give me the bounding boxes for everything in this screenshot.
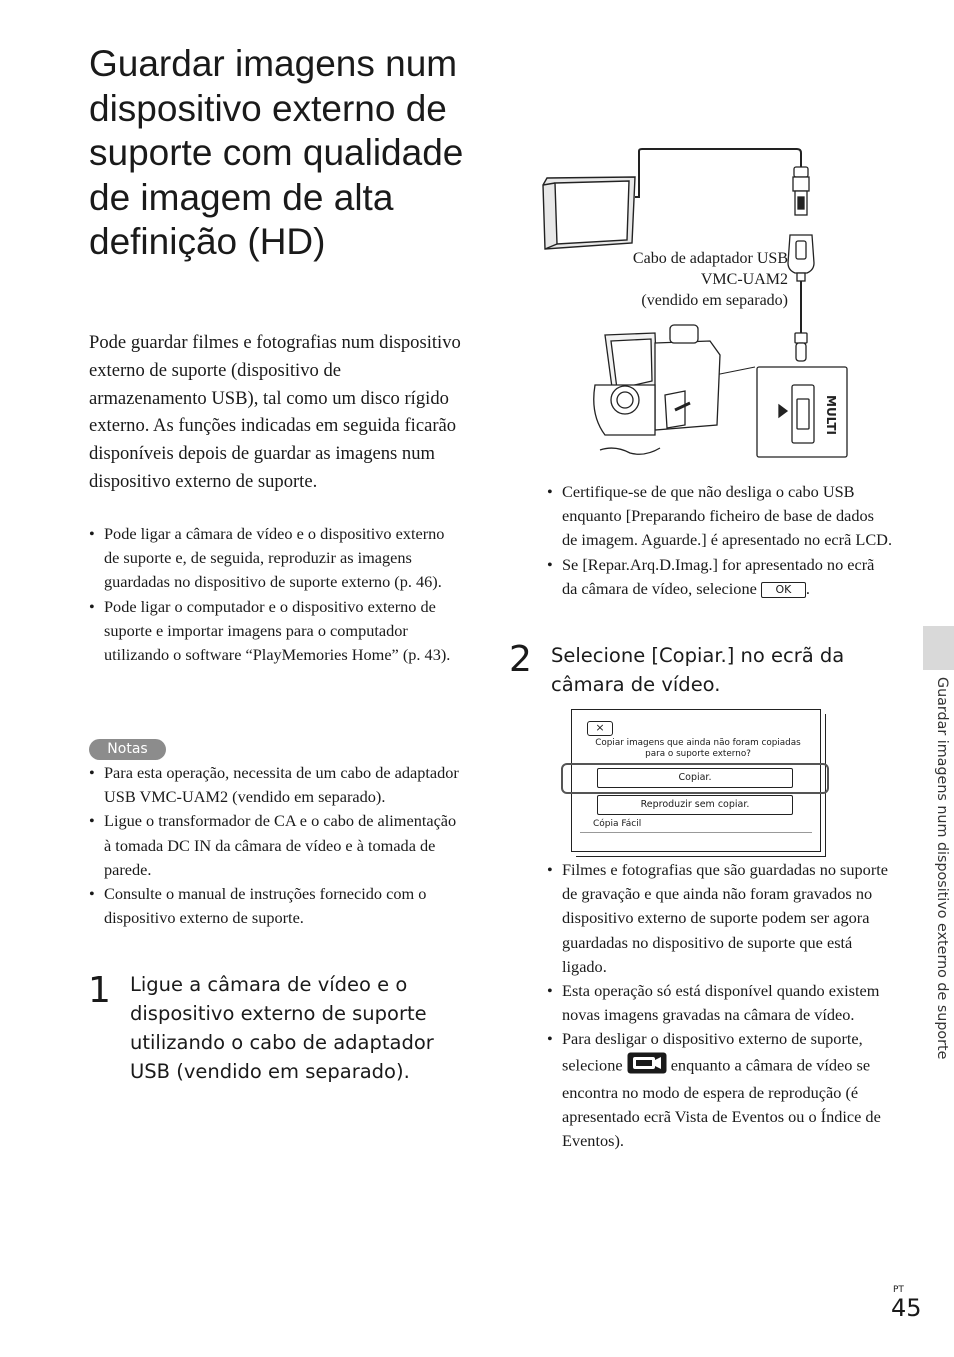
list-item: • Consulte o manual de instruções fornecido com o dispositivo externo de suporte. [89,882,461,930]
list-item: • Esta operação só está disponível quando existem novas imagens gravadas na câmara de vídeo. [547,979,892,1027]
list-item: • Pode ligar o computador e o dispositivo externo de suporte e importar imagens para o computador utilizando o software “PlayMemories Home” (p. 43). [89,595,461,668]
usb-connector-icon [788,167,814,281]
camcorder-icon [594,325,720,454]
step2-bullet-list [547,858,892,1153]
close-icon[interactable]: × [587,721,613,736]
list-item: • Certifique-se de que não desliga o cabo USB enquanto [Preparando ficheiro de base de dados de imagem. Aguarde.] é apresentado no ecrã LCD. [547,480,892,553]
page-title: Guardar imagens num dispositivo externo de suporte com qualidade de imagem de alta definição (HD) [89,43,464,262]
list-item: • Se [Repar.Arq.D.Imag.] for apresentado no ecrã da câmara de vídeo, selecione OK . [547,553,892,601]
cable-label: Cabo de adaptador USB VMC-UAM2 (vendido em separado) [632,250,788,309]
intro-bullet-list [89,522,461,667]
port-label: MULTI [824,395,838,435]
notes-list [89,761,461,930]
copy-button[interactable]: Copiar. [597,768,793,788]
side-section-title: Guardar imagens num dispositivo externo de suporte [934,677,950,1060]
step-text-2: Selecione [Copiar.] no ecrã da câmara de vídeo. [551,644,845,696]
connection-diagram [535,145,855,465]
intro-paragraph: Pode guardar filmes e fotografias num dispositivo externo de suporte (dispositivo de armazenamento USB), tal como um disco rígido externo. As funções indicadas em seguida ficarão disponíveis depois de guardar as imagens num dispositivo externo de suporte. [89,332,461,492]
copy-highlight-frame [561,763,829,794]
copy-question: Copiar imagens que ainda não foram copiadas para o suporte externo? [595,738,801,759]
step-text-1: Ligue a câmara de vídeo e o dispositivo externo de suporte utilizando o cabo de adaptador USB (vendido em separado). [130,973,434,1083]
notes-badge: Notas [89,739,166,760]
ok-button-icon: OK [761,582,806,598]
easy-copy-label: Cópia Fácil [593,819,642,829]
external-drive-icon [543,177,635,249]
list-item: • Para desligar o dispositivo externo de suporte, selecione enquanto a câmara de vídeo se encontra no modo de espera de reprodução (é apresentado ecrã Vista de Eventos ou o Índice de Eventos). [547,1027,892,1153]
side-tab-marker [923,626,954,670]
list-item: • Para esta operação, necessita de um cabo de adaptador USB VMC-UAM2 (vendido em separado). [89,761,461,809]
step-number-1: 1 [88,970,111,1011]
list-item: • Ligue o transformador de CA e o cabo de alimentação à tomada DC IN da câmara de vídeo e à tomada de parede. [89,809,461,882]
page-number: 45 [891,1294,922,1322]
step-number-2: 2 [509,639,532,680]
divider [580,832,812,833]
list-item: • Pode ligar a câmara de vídeo e o dispositivo externo de suporte e, de seguida, reproduzir as imagens guardadas no dispositivo de suporte externo (p. 46). [89,522,461,595]
play-without-copy-button[interactable]: Reproduzir sem copiar. [597,795,793,815]
page-language: PT [893,1285,904,1295]
camera-playback-icon [627,1052,667,1081]
list-item: • Filmes e fotografias que são guardadas no suporte de gravação e que ainda não foram gravados no dispositivo externo de suporte podem ser agora guardadas no dispositivo de suporte que está ligado. [547,858,892,979]
step1-bullet-list [547,480,892,601]
